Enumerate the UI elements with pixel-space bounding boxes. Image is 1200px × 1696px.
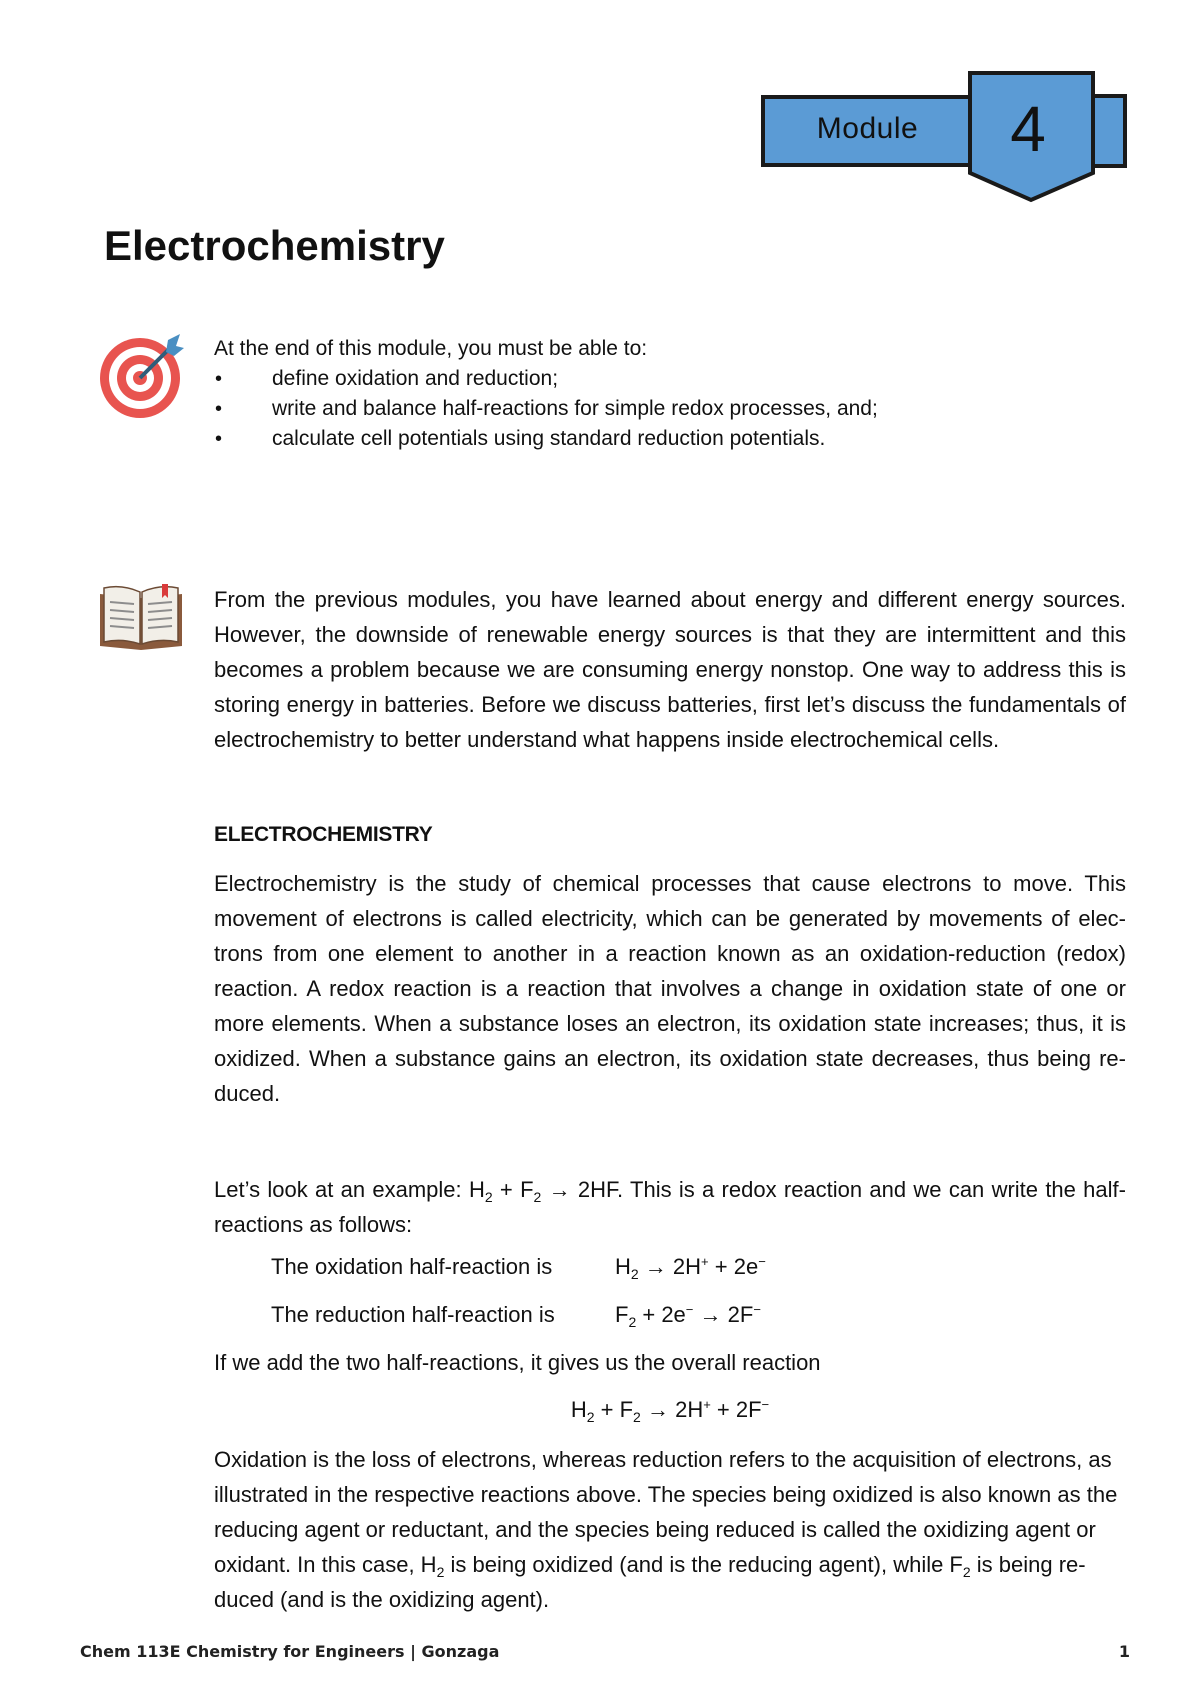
reduction-half-equation: $F_2 + 2e^- \to 2F^-$ <box>615 1302 761 1330</box>
bullet-glyph: • <box>215 428 223 450</box>
page-number: 1 <box>1118 1642 1130 1661</box>
list-item: • calculate cell potentials using standard reduction potentials. <box>214 424 1114 454</box>
module-number: 4 <box>1010 93 1046 165</box>
bullet-glyph: • <box>215 398 223 420</box>
oxidation-half-equation: $H_2 \to 2H^+ + 2e^-$ <box>615 1254 766 1282</box>
example-paragraph: Let’s look at an example: $H_2 + F_2 \to 2HF$. This is a redox reaction and we can write the half-reactions as follows: <box>214 1177 1126 1237</box>
target-dart-icon <box>96 330 188 422</box>
open-book-icon <box>96 582 186 652</box>
electrochemistry-paragraph: Electrochemistry is the study of chemical processes that cause electrons to move. This movement of electrons is called electricity, which can be generated by movements of elec-trons from one element to another in a reaction known as an oxidation-reduction (redox) reaction. A redox reaction is a reaction that involves a change in oxidation state of one or more elements. When a substance loses an electron, its oxidation state increases; thus, it is oxidized. When a substance gains an electron, its oxidation state decreases, thus being re-duced. <box>214 871 1126 1106</box>
add-half-reactions-line: If we add the two half-reactions, it gives us the overall reaction <box>214 1350 821 1375</box>
objectives-list <box>214 364 1114 454</box>
module-label: Module <box>816 112 919 145</box>
page-title: Electrochemistry <box>104 222 445 269</box>
section-heading: ELECTROCHEMISTRY <box>214 823 433 846</box>
footer-course: Chem 113E Chemistry for Engineers | Gonzaga <box>80 1642 500 1661</box>
intro-paragraph: From the previous modules, you have learned about energy and different energy sources. However, the downside of renewable energy sources is that they are intermittent and this becomes a problem because we are consuming energy nonstop. One way to address this is storing energy in batteries. Before we discuss batteries, first let’s discuss the fundamentals of electrochemistry to better understand what happens inside electrochemical cells. <box>214 587 1126 752</box>
bullet-glyph: • <box>215 368 223 390</box>
overall-equation: $H_2 + F_2 \to 2H^+ + 2F^-$ <box>570 1397 770 1425</box>
objectives-intro: At the end of this module, you must be able to: <box>214 337 648 360</box>
reduction-half-label: The reduction half-reaction is <box>271 1302 555 1327</box>
list-item: • write and balance half-reactions for simple redox processes, and; <box>214 394 1114 424</box>
oxidation-reduction-paragraph: Oxidation is the loss of electrons, whereas reduction refers to the acquisition of electrons, as illustrated in the respective reactions above. The species being oxidized is also known as the reducing agent or reductant, and the species being reduced is called the oxidizing agent or oxidant. In this case, $H_2$ is being oxidized (and is the reducing agent), while $F_2$ is being re-duced (and is the oxidizing agent). <box>214 1447 1118 1612</box>
list-item: • define oxidation and reduction; <box>214 364 1114 394</box>
learning-objectives <box>214 334 1114 454</box>
oxidation-half-label: The oxidation half-reaction is <box>271 1254 553 1279</box>
